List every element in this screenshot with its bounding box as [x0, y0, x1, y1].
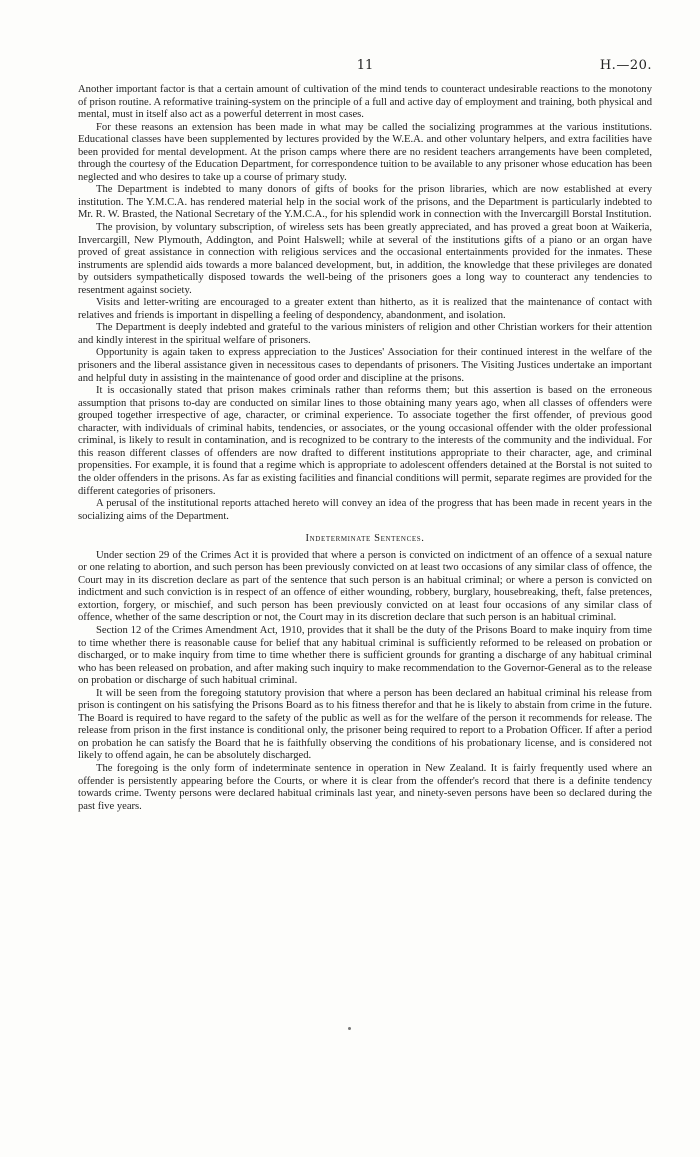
paragraph: The provision, by voluntary subscription, of wireless sets has been greatly appreciated, and has proved a great boon at Waikeria, Invercargill, New Plymouth, Addington, and Point Halswell; while at several of the institutions gifts of a piano or an organ have proved of great assistance in connection with religious services and the occasional entertainments provided for the inmates. These instruments are splendid aids towards a more balanced development, but, in addition, the knowledge that these privileges are donated by outsiders sympathetically disposed towards the well-being of the prisoners goes a long way to counteract any tendencies to resentment against society.: [78, 222, 652, 296]
document-reference: H.—20.: [599, 58, 652, 73]
section-heading: Indeterminate Sentences.: [305, 533, 425, 545]
page-mark: [348, 1027, 351, 1030]
paragraph: Section 12 of the Crimes Amendment Act, 1910, provides that it shall be the duty of the Prisons Board to make inquiry from time to time whether there is reasonable cause for belief that any habitual criminal is sufficiently reformed to be released on probation or discharged, or to make inquiry from time to time whether there is sufficient grounds for granting a discharge of any habitual criminal who has been released on probation, and after making such inquiry to make recommendation to the Governor-General as to the release on probation or discharge of such habitual criminal.: [78, 624, 652, 687]
paragraph: Another important factor is that a certain amount of cultivation of the mind tends to counteract undesirable reactions to the monotony of prison routine. A reformative training-system on the principle of a full and active day of employment and training, both physical and mental, must in itself also act as a powerful deterrent in most cases.: [78, 84, 652, 121]
paragraph: A perusal of the institutional reports attached hereto will convey an idea of the progress that has been made in recent years in the socializing aims of the Department.: [78, 498, 652, 522]
paragraph: Under section 29 of the Crimes Act it is provided that where a person is convicted on indictment of an offence of a sexual nature or one relating to abortion, and such person has been previously convicted on at least two occasions of any similar class of offence, the Court may in its discretion declare as part of the sentence that such person is an habitual criminal; or where a person is convicted on indictment and such conviction is in respect of an offence of either wounding, robbery, burglary, housebreaking, theft, false pretences, extortion, forgery, or mischief, and such person has been previously convicted on at least four occasions of any similar class of offence, whether of the same description or not, the Court may in its discretion declare that such person is an habitual criminal.: [78, 549, 652, 624]
page-number: 11: [356, 58, 374, 73]
paragraph: It will be seen from the foregoing statutory provision that where a person has been declared an habitual criminal his release from prison is contingent on his satisfying the Prisons Board as to his fitness therefor and that he is likely to abstain from crime in the future. The Board is required to have regard to the safety of the public as well as for the welfare of the person it recommends for release. The release from prison in the first instance is conditional only, the prisoner being required to report to a Probation Officer. If after a period on probation he can satisfy the Board that he is faithfully observing the conditions of his probationary license, and is considered not likely to offend again, he can be absolutely discharged.: [78, 687, 652, 762]
paragraph: It is occasionally stated that prison makes criminals rather than reforms them; but this assertion is based on the erroneous assumption that prisons to-day are conducted on similar lines to those obtaining many years ago, when all classes of offenders were grouped together irrespective of age, character, or criminal experience. To associate together the first offender, of previous good character, with individuals of criminal habits, tendencies, or associates, or the young occasional offender with the older professional criminal, is likely to result in contamination, and is recognized to be contrary to the interests of the community and the individual. For this reason different classes of offenders are now drafted to different institutions appropriate to their character, age, and criminal propensities. For example, it is found that a regime which is appropriate to adolescent offenders detained at the Borstal is not suited to the older offenders in the prisons. As far as existing facilities and financial conditions will permit, separate regimes are provided for the different categories of prisoners.: [78, 385, 652, 497]
paragraph: For these reasons an extension has been made in what may be called the socializing programmes at the various institutions. Educational classes have been supplemented by lectures provided by the W.E.A. and other voluntary helpers, and extra facilities have been provided for mental development. At the prison camps where there are no resident teachers arrangements have been completed, through the courtesy of the Education Department, for correspondence tuition to be available to any prisoner whose education has been neglected and who desires to take up a course of primary study.: [78, 121, 652, 183]
page-header: [78, 58, 652, 78]
paragraph: Opportunity is again taken to express appreciation to the Justices' Association for their continued interest in the welfare of the prisoners and the liberal assistance given in necessitous cases to dependants of prisoners. The Visiting Justices undertake an important and helpful duty in assisting in the maintenance of good order and discipline at the prisons.: [78, 347, 652, 384]
paragraph: The Department is deeply indebted and grateful to the various ministers of religion and other Christian workers for their attention and kindly interest in the spiritual welfare of prisoners.: [78, 322, 652, 346]
paragraph: The foregoing is the only form of indeterminate sentence in operation in New Zealand. It is fairly frequently used where an offender is persistently appearing before the Courts, or where it is clear from the offender's record that there is a definite tendency towards crime. Twenty persons were declared habitual criminals last year, and ninety-seven persons have been so declared during the past five years.: [78, 762, 652, 812]
document-body: [78, 84, 652, 813]
paragraph: The Department is indebted to many donors of gifts of books for the prison libraries, which are now established at every institution. The Y.M.C.A. has rendered material help in the social work of the prisons, and the Department is particularly indebted to Mr. R. W. Brasted, the National Secretary of the Y.M.C.A., for his splendid work in connection with the Invercargill Borstal Institution.: [78, 184, 652, 221]
paragraph: Visits and letter-writing are encouraged to a greater extent than hitherto, as it is realized that the maintenance of contact with relatives and friends is important in dispelling a feeling of despondency, abandonment, and isolation.: [78, 297, 652, 321]
